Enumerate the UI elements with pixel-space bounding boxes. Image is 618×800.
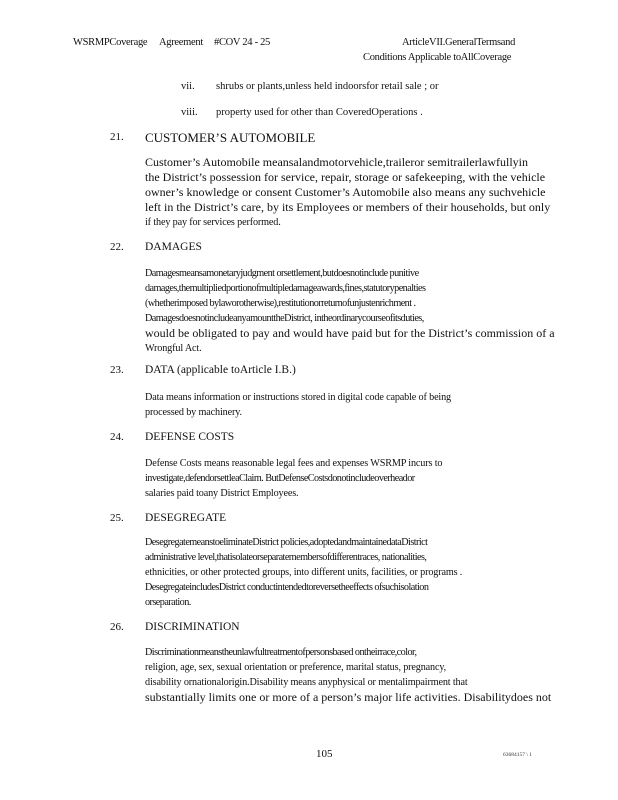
body-line: damages,themultipliedportionofmultipledamageawards,fines,statutorypenalties — [145, 283, 426, 294]
body-line: disability ornationalorigin.Disability means anyphysical or mentalimpairment that — [145, 677, 468, 688]
header-org: WSRMPCoverage — [73, 37, 148, 48]
subitem-text: property used for other than CoveredOperations . — [216, 107, 423, 118]
section-body — [145, 155, 565, 230]
body-line: religion, age, sex, sexual orientation or preference, marital status, pregnancy, — [145, 662, 447, 673]
body-line: Customer’s Automobile meansalandmotorvehicle,traileror semitrailerlawfullyin — [145, 155, 529, 169]
header-coverage-number: #COV 24 - 25 — [214, 37, 271, 48]
body-line: Discriminationmeanstheunlawfultreatmentofpersonsbased ontheirrace,color, — [145, 647, 417, 658]
body-line: DamagesdoesnotincludeanyamounttheDistrict, intheordinarycourseofitsduties, — [145, 313, 424, 324]
body-line: would be obligated to pay and would have paid but for the District’s commission of a — [145, 326, 555, 340]
header-agreement: Agreement — [159, 37, 203, 48]
section-heading: DAMAGES — [145, 241, 202, 253]
body-line: orseparation. — [145, 597, 191, 608]
body-line: the District’s possession for service, repair, storage or safekeeping, with the vehicle — [145, 170, 546, 184]
section-number: 26. — [110, 621, 124, 633]
body-line: investigate,defendorsettleaClaim. ButDefenseCostsdonotincludeoverheador — [145, 473, 415, 484]
body-line: ethnicities, or other protected groups, into different units, facilities, or programs . — [145, 567, 463, 578]
section-body — [145, 456, 565, 501]
body-line: substantially limits one or more of a person’s major life activities. Disabilitydoes not — [145, 690, 552, 704]
body-line: DesegregatemeanstoeliminateDistrict policies,adoptedandmaintainedataDistrict — [145, 537, 428, 548]
body-line: Wrongful Act. — [145, 343, 202, 354]
section-body — [145, 645, 565, 705]
section-body — [145, 390, 565, 420]
header-article-subtitle: Conditions Applicable toAllCoverage — [363, 52, 512, 63]
section-heading: DESEGREGATE — [145, 512, 227, 524]
body-line: DesegregateincludesDistrict conductintendedtoreversetheeffects ofsuchisolation — [145, 582, 429, 593]
section-number: 25. — [110, 512, 124, 524]
body-line: processed by machinery. — [145, 407, 242, 418]
section-body — [145, 266, 565, 356]
subitem-text: shrubs or plants,unless held indoorsfor retail sale ; or — [216, 81, 439, 92]
section-heading: DEFENSE COSTS — [145, 431, 235, 443]
section-body — [145, 535, 565, 610]
body-line: if they pay for services performed. — [145, 217, 281, 228]
body-line: Damagesmeansamonetaryjudgment orsettlement,butdoesnotinclude punitive — [145, 268, 419, 279]
body-line: owner’s knowledge or consent Customer’s Automobile also means any suchvehicle — [145, 185, 546, 199]
subitem-numeral: viii. — [181, 107, 198, 118]
body-line: (whetherimposed bylaworotherwise),restitutionorreturnofunjustenrichment . — [145, 298, 416, 309]
section-number: 22. — [110, 241, 124, 253]
section-number: 21. — [110, 131, 124, 143]
body-line: left in the District’s care, by its Employees or members of their households, but only — [145, 200, 551, 214]
page-number: 105 — [316, 748, 333, 760]
subitem-numeral: vii. — [181, 81, 195, 92]
body-line: administrative level,thatisolateorseparatemembersofdifferentraces, nationalities, — [145, 552, 427, 563]
body-line: Data means information or instructions stored in digital code capable of being — [145, 392, 452, 403]
body-line: salaries paid toany District Employees. — [145, 488, 299, 499]
section-heading: DISCRIMINATION — [145, 621, 240, 633]
section-heading: DATA (applicable toArticle I.B.) — [145, 364, 296, 376]
section-number: 24. — [110, 431, 124, 443]
section-number: 23. — [110, 364, 124, 376]
header-article-title: ArticleVII.GeneralTermsand — [402, 37, 516, 48]
section-heading: CUSTOMER’S AUTOMOBILE — [145, 130, 316, 145]
document-code: 63684157 \ 1 — [503, 752, 533, 758]
body-line: Defense Costs means reasonable legal fees and expenses WSRMP incurs to — [145, 458, 443, 469]
